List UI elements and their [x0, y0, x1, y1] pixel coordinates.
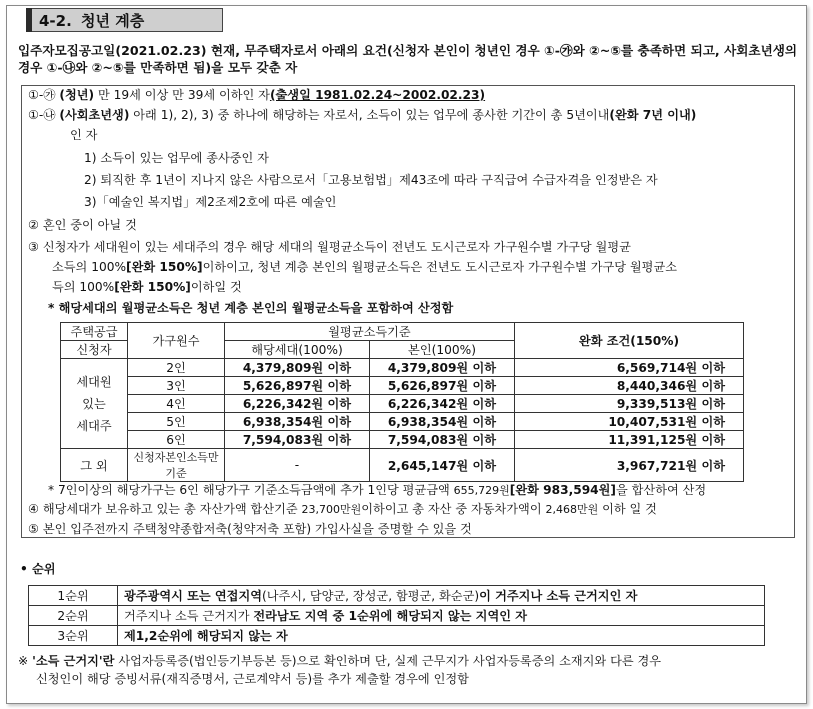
header-household: 해당세대(100%): [225, 341, 370, 359]
rank-table: [28, 585, 765, 646]
group-label: 그 외: [61, 449, 128, 482]
footnote-mark: ※: [18, 654, 29, 668]
criterion-mark: ①-㉮: [28, 88, 56, 102]
section-number: 4-2.: [39, 12, 72, 30]
table-row: [61, 449, 744, 482]
criterion-1b-cont: 인 자: [70, 128, 98, 142]
section-title-text: 청년 계층: [81, 12, 145, 30]
group-label-line: 있는: [82, 396, 106, 411]
text-part: 이 거주지나 소득 근거지인 자: [479, 589, 638, 603]
header-applicant: 신청자: [61, 341, 128, 359]
household-cell: 7,594,083원 이하: [225, 431, 370, 449]
criterion-label: (청년): [59, 88, 95, 102]
text-part: 전라남도 지역 중 1순위에 해당되지 않는 지역인 자: [253, 609, 528, 623]
rank-heading: • 순위: [20, 562, 56, 576]
rank-label: 1순위: [29, 586, 118, 606]
criterion-text: 본인 입주전까지 주택청약종합저축(청약저축 포함) 가입사실을 증명할 수 있을 것: [42, 522, 472, 536]
criteria-box: [21, 85, 795, 538]
table-row: [61, 359, 744, 377]
amount: 2,468만원: [545, 503, 599, 516]
criterion-text: 만 19세 이상 만 39세 이하인 자: [97, 88, 270, 102]
text-part: 사업자등록증(법인등기부등본 등)으로 확인하며 단, 실제 근무지가 사업자등록증의 소재지와 다른 경우: [114, 654, 662, 668]
members-cell: 2인: [128, 359, 225, 377]
header-supply-type: 주택공급: [61, 323, 128, 341]
relax-condition: [완화 150%]: [126, 260, 203, 274]
amount: 655,729원: [453, 484, 510, 497]
household-cell: 5,626,897원 이하: [225, 377, 370, 395]
sub-item-2: 2) 퇴직한 후 1년이 지나지 않은 사람으로서「고용보험법」제43조에 따라 구직급여 수급자격을 인정받은 자: [84, 173, 658, 187]
text-part: 이하일 것: [190, 280, 242, 294]
table-row: [29, 606, 765, 626]
text-part: 거주지나 소득 근거지가: [124, 609, 254, 623]
sub-item-3: 3)「예술인 복지법」제2조제2호에 따른 예술인: [84, 195, 337, 209]
criterion-4: [28, 500, 657, 519]
criterion-text: 아래 1), 2), 3) 중 하나에 해당하는 자로서, 소득이 있는 업무에 종사한 기간이 총 5년이내: [133, 108, 610, 122]
title-bar-accent: [26, 8, 32, 32]
members-cell: 3인: [128, 377, 225, 395]
criterion-mark: ②: [28, 218, 39, 232]
criterion-text: 혼인 중이 아닐 것: [42, 218, 137, 232]
text-part: 소득의 100%: [52, 260, 127, 274]
members-cell: 4인: [128, 395, 225, 413]
text-part: (나주시, 담양군, 장성군, 함평군, 화순군): [262, 589, 480, 603]
household-cell: 4,379,809원 이하: [225, 359, 370, 377]
members-cell: 6인: [128, 431, 225, 449]
header-members: 가구원수: [128, 323, 225, 359]
criterion-1b: [28, 106, 696, 124]
rank-desc: [118, 586, 765, 606]
text-part: 이하이고 총 자산 중 자동차가액이: [361, 502, 542, 516]
criterion-mark: ①-㉯: [28, 108, 56, 122]
relax-cell: 3,967,721원 이하: [515, 449, 744, 482]
self-cell: 6,938,354원 이하: [370, 413, 515, 431]
criterion-3-line2: [52, 258, 677, 276]
table-row: [29, 626, 765, 646]
relax-cell: 11,391,125원 이하: [515, 431, 744, 449]
text-part: 이하 일 것: [602, 502, 657, 516]
income-table: [60, 322, 744, 482]
relax-condition: (완화 7년 이내): [609, 108, 697, 122]
text-part: * 7인이상의 해당가구는 6인 해당가구 기준소득금액에 추가 1인당 평균금액: [48, 483, 450, 497]
criterion-2: [28, 216, 137, 234]
rank-label: 3순위: [29, 626, 118, 646]
relax-condition: [완화 150%]: [114, 280, 191, 294]
section-title: [26, 8, 223, 32]
table-row: [61, 395, 744, 413]
relax-condition: [완화 983,594원]: [509, 483, 616, 497]
self-cell: 5,626,897원 이하: [370, 377, 515, 395]
text-part: '소득 근거지'란: [32, 654, 115, 668]
criterion-text: 신청자가 세대원이 있는 세대주의 경우 해당 세대의 월평균소득이 전년도 도시근로자 가구원수별 가구당 월평균: [42, 240, 631, 254]
table-row: [61, 413, 744, 431]
relax-cell: 10,407,531원 이하: [515, 413, 744, 431]
household-cell: 6,938,354원 이하: [225, 413, 370, 431]
criterion-1a: [28, 86, 485, 104]
rank-desc: [118, 626, 765, 646]
self-cell: 6,226,342원 이하: [370, 395, 515, 413]
criterion-5: [28, 520, 472, 538]
criterion-label: (사회초년생): [59, 108, 130, 122]
footnote-line2: 신청인이 해당 증빙서류(재직증명서, 근로계약서 등)를 추가 제출할 경우에 인정함: [36, 672, 469, 686]
text-part: 이하이고, 청년 계층 본인의 월평균소득은 전년도 도시근로자 가구원수별 가구당 월평균소: [202, 260, 677, 274]
amount: 23,700만원: [301, 503, 362, 516]
header-self: 본인(100%): [370, 341, 515, 359]
group-label-line: 세대주: [76, 418, 112, 433]
sub-item-1: 1) 소득이 있는 업무에 종사중인 자: [84, 151, 269, 165]
self-cell: 2,645,147원 이하: [370, 449, 515, 482]
relax-cell: 8,440,346원 이하: [515, 377, 744, 395]
birth-range: (출생일 1981.02.24~2002.02.23): [269, 88, 486, 102]
household-cell: 6,226,342원 이하: [225, 395, 370, 413]
header-relax: 완화 조건(150%): [515, 323, 744, 359]
self-cell: 7,594,083원 이하: [370, 431, 515, 449]
text-part: 득의 100%: [52, 280, 115, 294]
footnote: [18, 652, 661, 670]
relax-cell: 9,339,513원 이하: [515, 395, 744, 413]
text-part: 광주광역시 또는 연접지역: [124, 589, 262, 603]
table-row: [29, 586, 765, 606]
header-income-standard: 월평균소득기준: [225, 323, 515, 341]
group-label: [61, 359, 128, 449]
criterion-mark: ③: [28, 240, 39, 254]
text-part: 해당세대가 보유하고 있는 총 자산가액 합산기준: [42, 502, 298, 516]
criterion-3: [28, 238, 631, 256]
table-row: [61, 377, 744, 395]
rank-label: 2순위: [29, 606, 118, 626]
intro-paragraph: 입주자모집공고일(2021.02.23) 현재, 무주택자로서 아래의 요건(신청자 본인이 청년인 경우 ①-㉮와 ②~⑤를 충족하면 되고, 사회초년생의 경우 ①-㉯와 ②~⑤를 만족하면 됨)을 모두 갖춘 자: [18, 43, 798, 75]
criterion-mark: ④: [28, 502, 39, 516]
relax-cell: 6,569,714원 이하: [515, 359, 744, 377]
household-cell: -: [225, 449, 370, 482]
text-part: 을 합산하여 산정: [616, 483, 707, 497]
group-label-line: 세대원: [76, 374, 112, 389]
criterion-mark: ⑤: [28, 522, 39, 536]
members-cell: 신청자본인소득만 기준: [128, 449, 225, 482]
rank-desc: [118, 606, 765, 626]
self-cell: 4,379,809원 이하: [370, 359, 515, 377]
table-row: [61, 431, 744, 449]
text-part: 제1,2순위에 해당되지 않는 자: [124, 629, 288, 643]
income-note: * 해당세대의 월평균소득은 청년 계층 본인의 월평균소득을 포함하여 산정함: [48, 301, 454, 315]
note-7-person: [48, 481, 706, 500]
members-cell: 5인: [128, 413, 225, 431]
criterion-3-line3: [52, 278, 242, 296]
